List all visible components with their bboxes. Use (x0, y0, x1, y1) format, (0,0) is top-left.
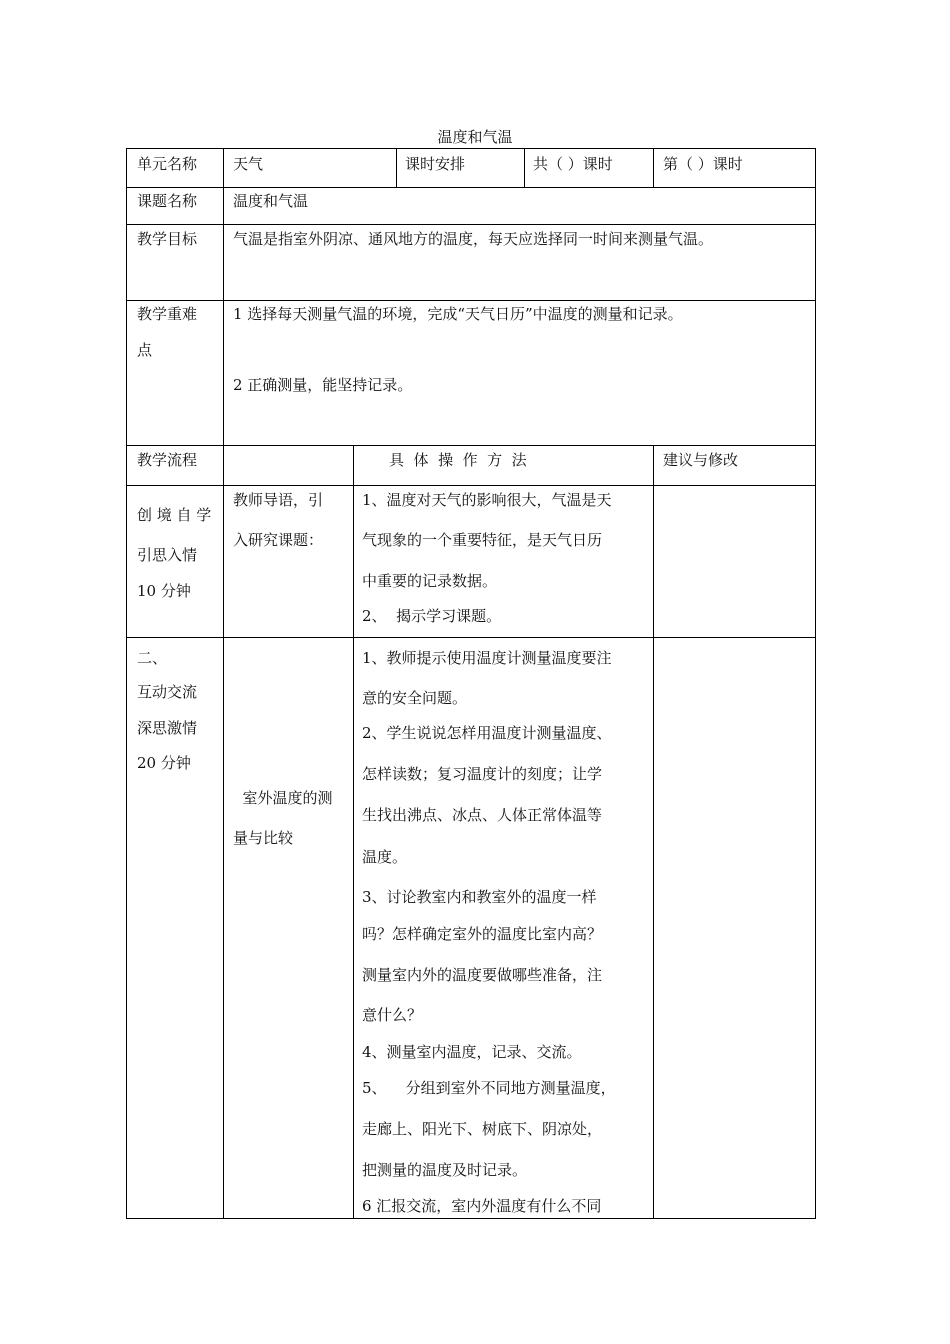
section1-content-line: 2、 揭示学习课题。 (362, 607, 502, 625)
section1-content-line: 1、温度对天气的影响很大，气温是天 (362, 491, 612, 509)
teaching-goal-label: 教学目标 (137, 230, 198, 248)
section2-content-line: 把测量的温度及时记录。 (362, 1161, 528, 1179)
section2-content-line: 吗？怎样确定室外的温度比室内高？ (362, 925, 603, 943)
section1-content-line: 气现象的一个重要特征，是天气日历 (362, 531, 603, 549)
section2-content-line: 温度。 (362, 848, 408, 866)
total-periods: 共（ ）课时 (533, 155, 613, 173)
section2-content-line: 2、学生说说怎样用温度计测量温度、 (362, 724, 612, 742)
key-point-2: 2 正确测量，能坚持记录。 (233, 376, 413, 394)
section2-content-line: 测量室内外的温度要做哪些准备，注 (362, 966, 603, 984)
section2-content-line: 意什么？ (362, 1006, 423, 1024)
section2-content-line: 3、讨论教室内和教室外的温度一样 (362, 888, 597, 906)
section1-mid-line: 入研究课题： (233, 531, 324, 549)
suggestion-header: 建议与修改 (663, 451, 739, 469)
section2-content-line: 1、教师提示使用温度计测量温度要注 (362, 649, 612, 667)
document-title: 温度和气温 (437, 128, 513, 146)
process-header: 教学流程 (137, 451, 198, 469)
section2-title-line: 二、 (137, 649, 168, 667)
section2-mid-line: 量与比较 (233, 829, 294, 847)
lesson-table (126, 148, 816, 1219)
section2-mid-line: 室外温度的测 (233, 789, 333, 807)
unit-name-value: 天气 (233, 155, 264, 173)
section2-content-line: 走廊上、阳光下、树底下、阴凉处， (362, 1120, 603, 1138)
section1-title-line: 引思入情 (137, 546, 198, 564)
section1-title-line: 10 分钟 (137, 582, 191, 600)
section2-title-line: 深思激情 (137, 719, 198, 737)
unit-name-label: 单元名称 (137, 155, 198, 173)
topic-name-label: 课题名称 (137, 192, 198, 210)
method-header: 具 体 操 作 方 法 (389, 451, 527, 469)
section1-title-line: 创 境 自 学 (137, 506, 212, 524)
key-points-label: 教学重难 (137, 305, 198, 323)
topic-name-value: 温度和气温 (233, 192, 309, 210)
section2-content-line: 6 汇报交流，室内外温度有什么不同 (362, 1197, 602, 1215)
section2-content-line: 怎样读数；复习温度计的刻度；让学 (362, 765, 603, 783)
section2-title-line: 20 分钟 (137, 754, 191, 772)
section1-mid-line: 教师导语，引 (233, 491, 324, 509)
section2-title-line: 互动交流 (137, 683, 198, 701)
key-point-1: 1 选择每天测量气温的环境，完成“天气日历”中温度的测量和记录。 (233, 305, 683, 323)
current-period: 第（ ）课时 (663, 155, 743, 173)
section1-content-line: 中重要的记录数据。 (362, 572, 498, 590)
section2-content-line: 4、测量室内温度，记录、交流。 (362, 1043, 582, 1061)
teaching-goal-value: 气温是指室外阴凉、通风地方的温度，每天应选择同一时间来测量气温。 (233, 230, 714, 248)
section2-content-line: 5、 分组到室外不同地方测量温度， (362, 1079, 616, 1097)
key-points-label-cont: 点 (137, 341, 153, 359)
section2-content-line: 意的安全问题。 (362, 689, 468, 707)
section2-content-line: 生找出沸点、冰点、人体正常体温等 (362, 806, 603, 824)
schedule-label: 课时安排 (405, 155, 466, 173)
